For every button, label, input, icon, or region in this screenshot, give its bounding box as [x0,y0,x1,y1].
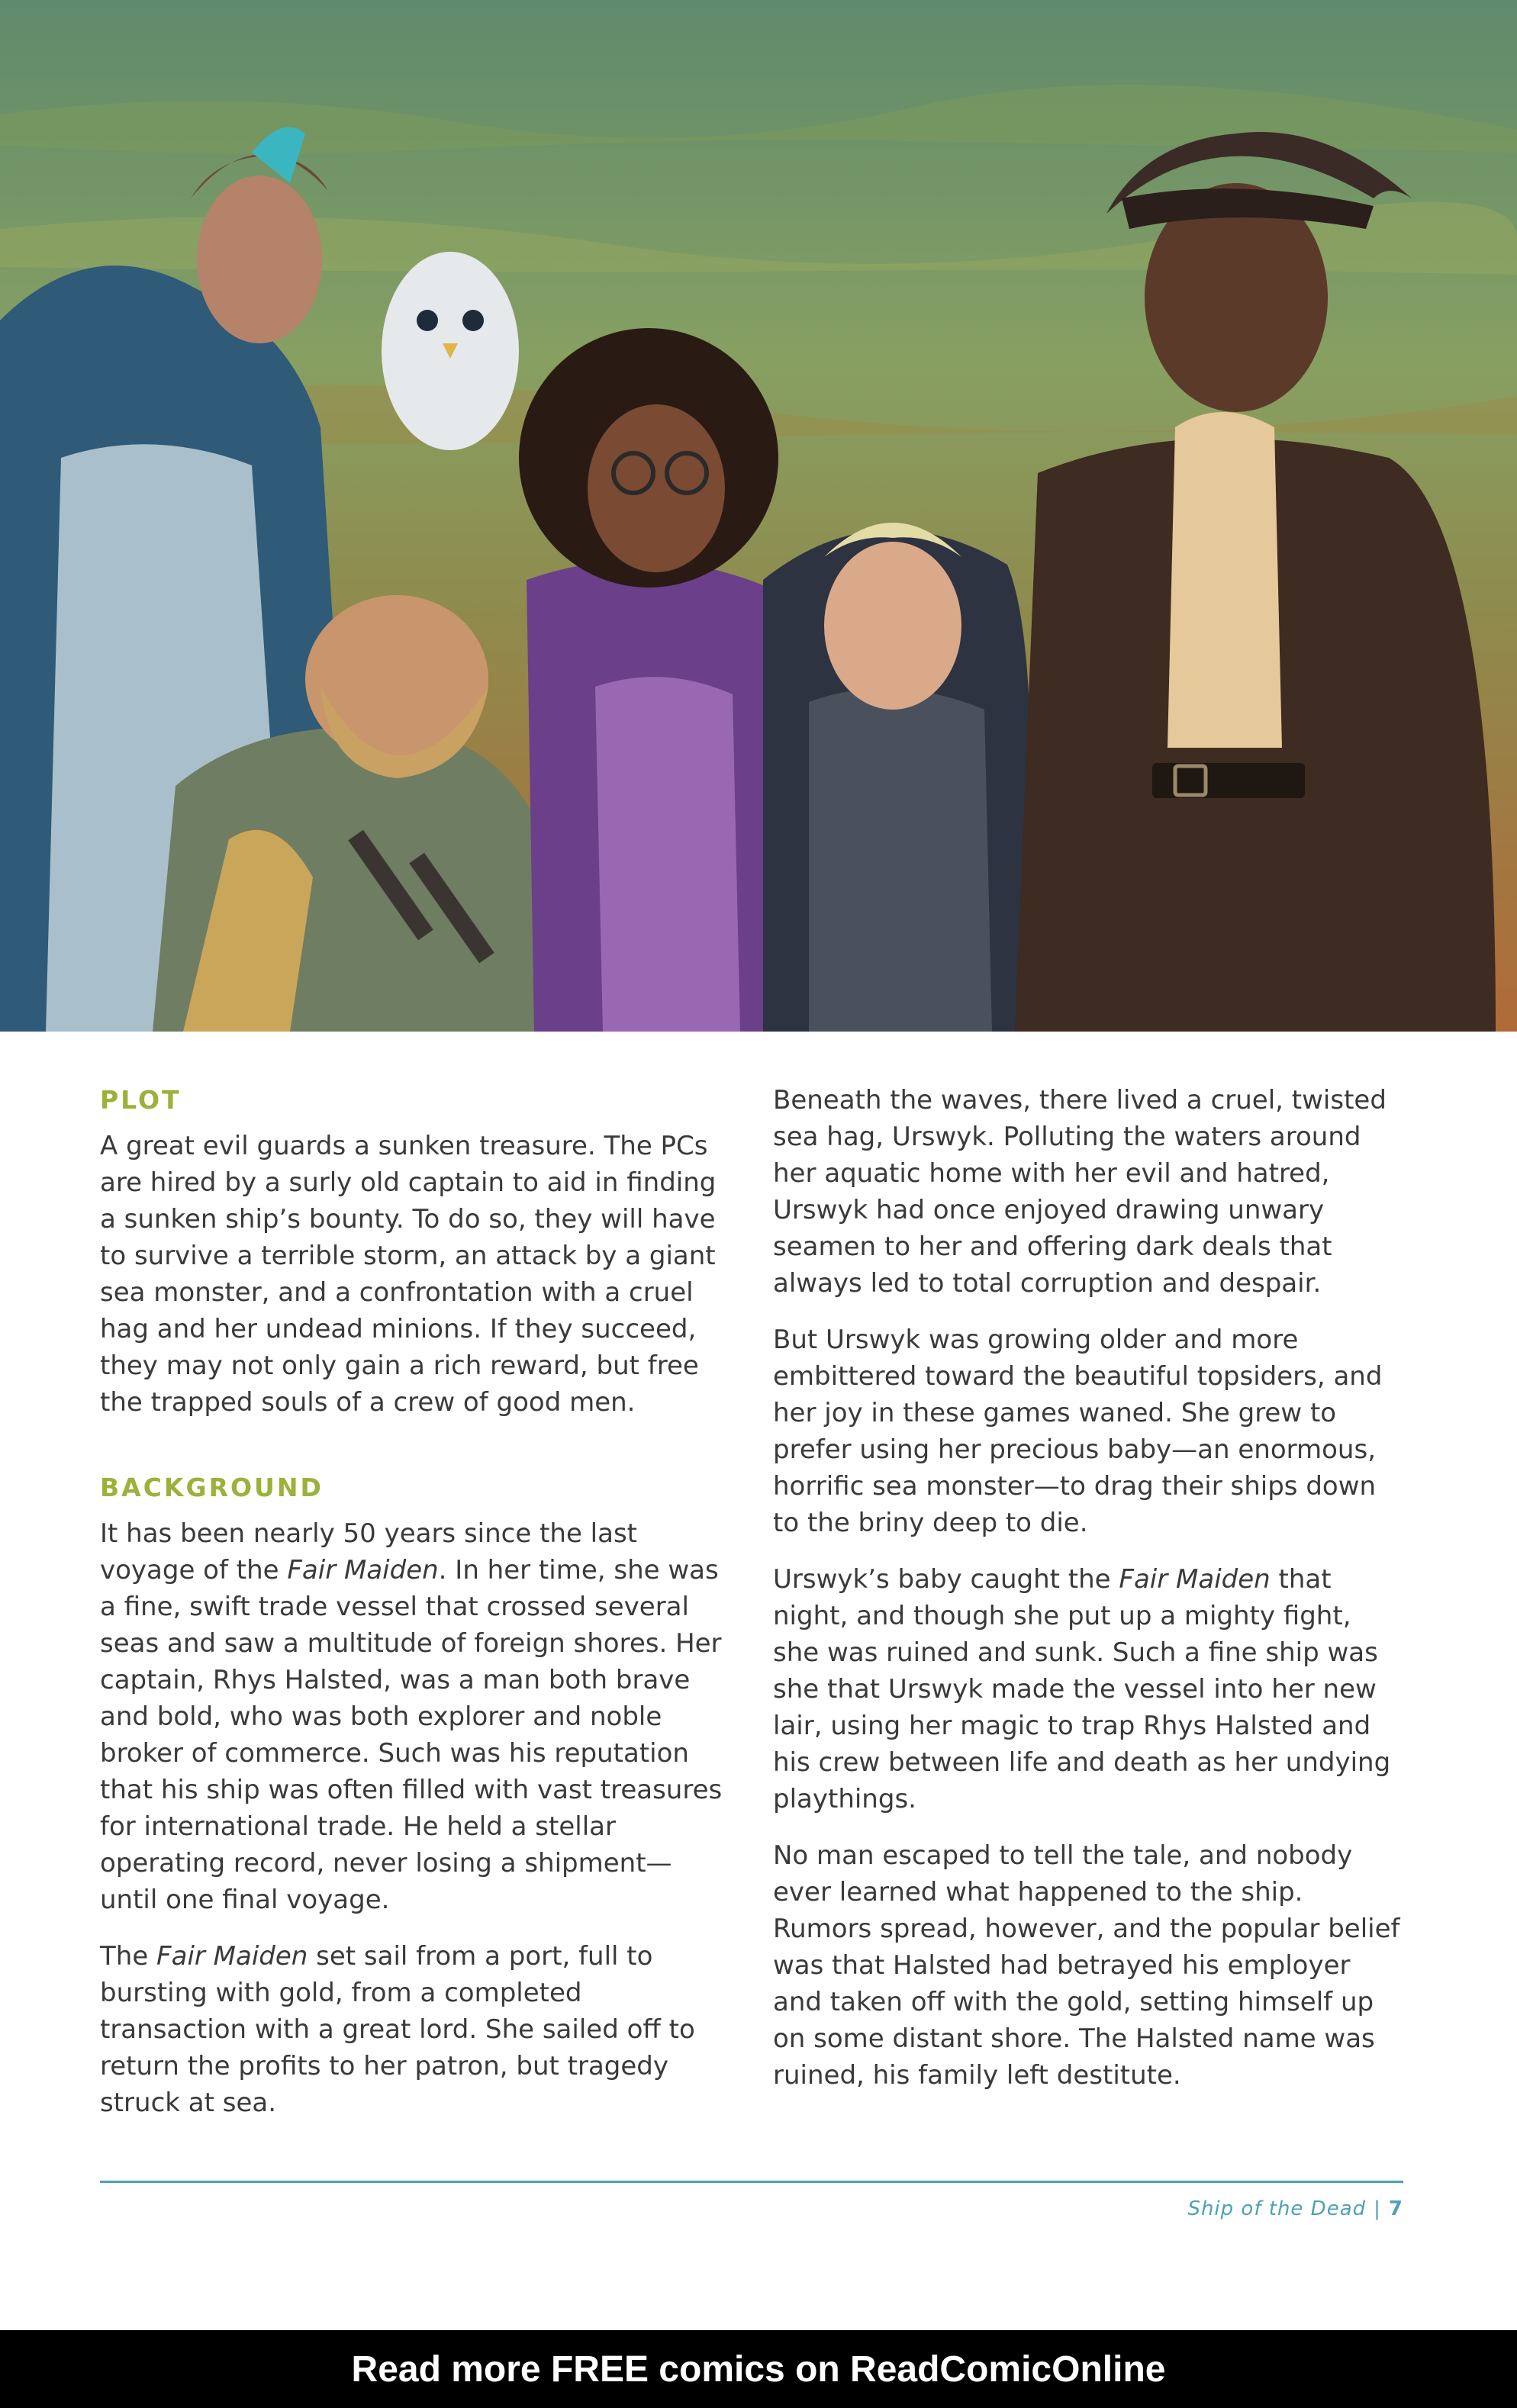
promo-banner[interactable] [0,2330,1517,2408]
background-paragraph-2 [100,1938,727,2121]
background-paragraph-1 [100,1515,727,1918]
ship-name-italic: Fair Maiden [1119,1564,1271,1595]
plot-heading: PLOT [100,1085,182,1115]
article-body [100,1082,1403,2127]
ship-name-italic: Fair Maiden [156,1941,308,1972]
right-column [773,1082,1400,2113]
text-run: It has been nearly 50 years since the last voyage of the [100,1518,638,1585]
footer-separator: | [1374,2197,1381,2220]
text-run: . In her time, she was a fine, swift trade vessel that crossed several seas and saw a multitude of foreign shores. Her captain, Rhys Halsted, was a man both brave and bold, who was both explorer and noble broker of commerce. Such was his reputation that his ship was often filled with vast treasures for international trade. He held a stellar operating record, never losing a shipment—until one final voyage. [100,1555,723,1915]
page-footer [1187,2197,1403,2220]
text-run: The [100,1941,157,1972]
right-paragraph-1: Beneath the waves, there lived a cruel, twisted sea hag, Urswyk. Polluting the waters around her aquatic home with her evil and hatred, Urswyk had once enjoyed drawing unwary seamen to her and offering dark deals that always led to total corruption and despair. [773,1085,1387,1299]
page-number: 7 [1388,2197,1403,2220]
left-column [100,1082,727,2141]
ship-name-italic: Fair Maiden [287,1555,439,1585]
plot-paragraph: A great evil guards a sunken treasure. The PCs are hired by a surly old captain to aid in finding a sunken ship’s bounty. To do so, they will have to survive a terrible storm, an attack by a giant sea monster, and a confrontation with a cruel hag and her undead minions. If they succeed, they may not only gain a rich reward, but free the trapped souls of a crew of good men. [100,1131,717,1418]
footer-book-title: Ship of the Dead [1187,2197,1367,2220]
footer-divider [100,2181,1403,2183]
cover-illustration [0,0,1517,1032]
adventuring-party-illustration-icon [0,0,1517,1032]
text-run: set sail from a port, full to bursting with gold, from a completed transaction with a great lord. She sailed off to return the profits to her patron, but tragedy struck at sea. [100,1941,695,2118]
right-paragraph-4: No man escaped to tell the tale, and nobody ever learned what happened to the ship. Rumors spread, however, and the popular belief was that Halsted had betrayed his employer and taken off with the gold, setting himself up on some distant shore. The Halsted name was ruined, his family left destitute. [773,1840,1400,2091]
right-paragraph-3 [773,1561,1400,1817]
promo-banner-text[interactable]: Read more FREE comics on ReadComicOnline [351,2348,1166,2390]
text-run: that night, and though she put up a mighty fight, she was ruined and sunk. Such a fine ship was she that Urswyk made the vessel into her new lair, using her magic to trap Rhys Halsted and his crew between life and death as her undying playthings. [773,1564,1391,1814]
right-paragraph-2: But Urswyk was growing older and more embittered toward the beautiful topsiders, and her joy in these games waned. She grew to prefer using her precious baby—an enormous, horrific sea monster—to drag their ships down to the briny deep to die. [773,1325,1383,1538]
background-heading: BACKGROUND [100,1473,324,1502]
text-run: Urswyk’s baby caught the [773,1564,1119,1595]
